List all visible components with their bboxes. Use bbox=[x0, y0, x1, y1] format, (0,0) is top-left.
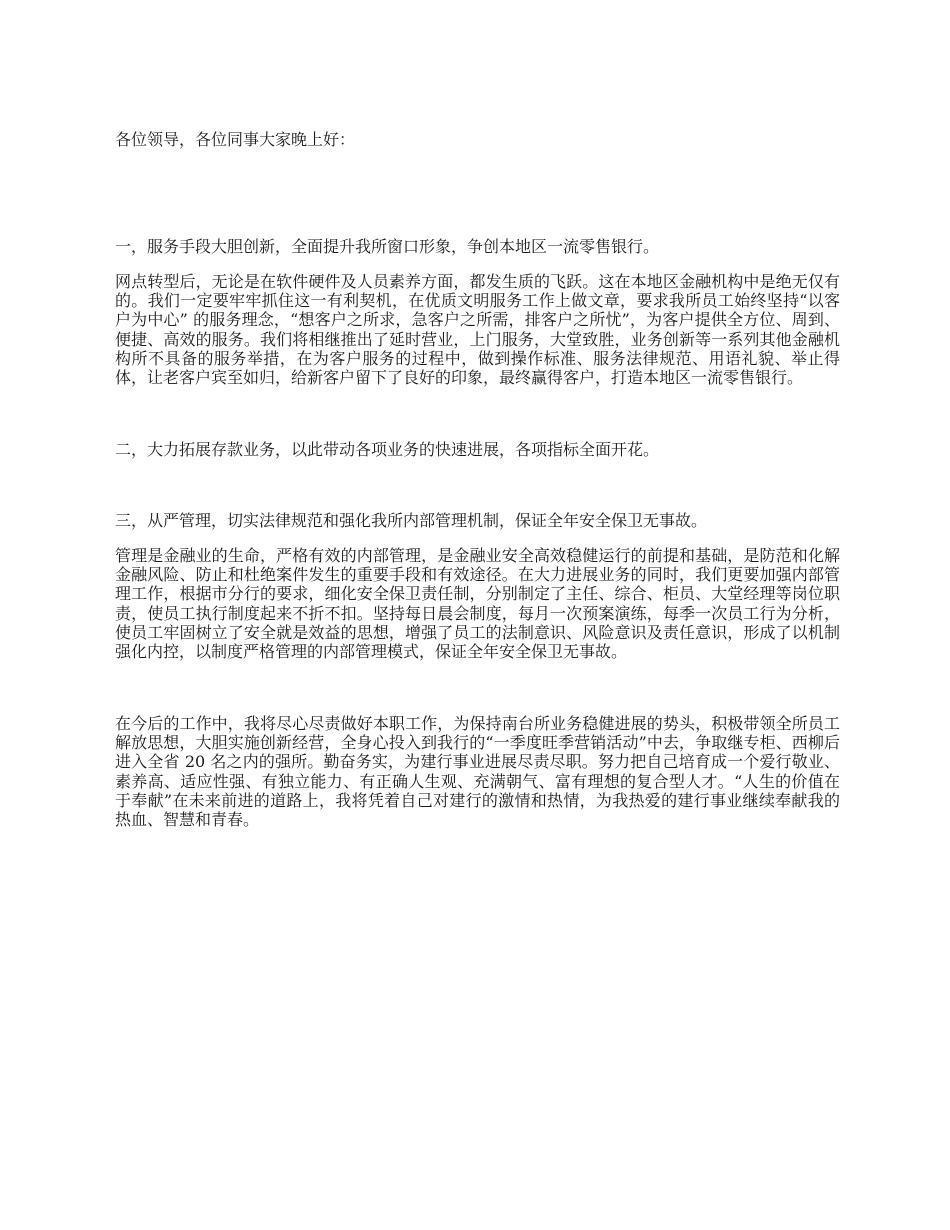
section-heading-2: 二，大力拓展存款业务，以此带动各项业务的快速进展，各项指标全面开花。 bbox=[115, 440, 660, 459]
section-heading-3: 三，从严管理，切实法律规范和强化我所内部管理机制，保证全年安全保卫无事故。 bbox=[115, 511, 708, 530]
section-paragraph-3: 管理是金融业的生命，严格有效的内部管理，是金融业安全高效稳健运行的前提和基础，是防范和化解金融风险、防止和杜绝案件发生的重要手段和有效途径。在大力进展业务的同时，我们更要加强内部管理工作，根据市分行的要求，细化安全保卫责任制，分别制定了主任、综合、柜员、大堂经理等岗位职责，使员工执行制度起来不折不扣。坚持每日晨会制度，每月一次预案演练，每季一次员工行为分析，使员工牢固树立了安全就是效益的思想，增强了员工的法制意识、风险意识及责任意识，形成了以机制强化内控，以制度严格管理的内部管理模式，保证全年安全保卫无事故。 bbox=[115, 546, 840, 662]
greeting-line: 各位领导，各位同事大家晚上好： bbox=[115, 130, 356, 149]
section-paragraph-1: 网点转型后，无论是在软件硬件及人员素养方面，都发生质的飞跃。这在本地区金融机构中是绝无仅有的。我们一定要牢牢抓住这一有利契机，在优质文明服务工作上做文章，要求我所员工始终坚持“以客户为中心” 的服务理念，“想客户之所求，急客户之所需，排客户之所忧”，为客户提供全方位、周到、便捷、高效的服务。我们将相继推出了延时营业，上门服务，大堂致胜，业务创新等一系列其他金融机构所不具备的服务举措，在为客户服务的过程中，做到操作标准、服务法律规范、用语礼貌、举止得体，让老客户宾至如归，给新客户留下了良好的印象，最终赢得客户，打造本地区一流零售银行。 bbox=[115, 272, 840, 388]
section-heading-1: 一，服务手段大胆创新，全面提升我所窗口形象，争创本地区一流零售银行。 bbox=[115, 237, 660, 256]
closing-paragraph: 在今后的工作中，我将尽心尽责做好本职工作，为保持南台所业务稳健进展的势头，积极带领全所员工解放思想，大胆实施创新经营，全身心投入到我行的“一季度旺季营销活动”中去，争取继专柜、西柳后进入全省 20 名之内的强所。勤奋务实，为建行事业进展尽责尽职。努力把自己培育成一个爱行敬业、素养高、适应性强、有独立能力、有正确人生观、充满朝气、富有理想的复合型人才。“人生的价值在于奉献”在未来前进的道路上，我将凭着自己对建行的激情和热情，为我热爱的建行事业继续奉献我的热血、智慧和青春。 bbox=[115, 714, 840, 830]
